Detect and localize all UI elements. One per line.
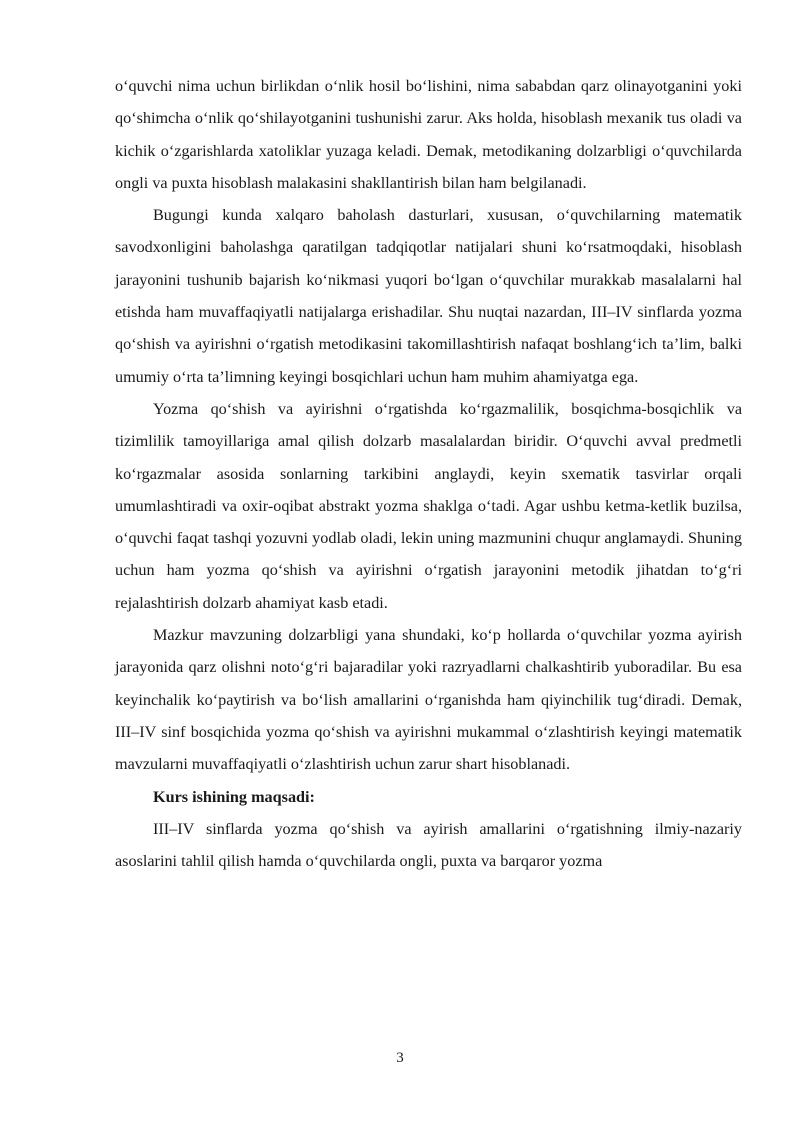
paragraph-international-assessment: Bugungi kunda xalqaro baholash dasturlari, xususan, o‘quvchilarning matematik savodxonligini baholashga qaratilgan tadqiqotlar natijalari shuni ko‘rsatmoqdaki, hisoblash jarayonini tushunib bajarish ko‘nikmasi yuqori bo‘lgan o‘quvchilar murakkab masalalarni hal etishda ham muvaffaqiyatli natijalarga erishadilar. Shu nuqtai nazardan, III–IV sinflarda yozma qo‘shish va ayirishni o‘rgatish metodikasini takomillashtirish nafaqat boshlang‘ich ta’lim, balki umumiy o‘rta ta’limning keyingi bosqichlari uchun ham muhim ahamiyatga ega. (115, 206, 742, 386)
paragraph-continuation: o‘quvchi nima uchun birlikdan o‘nlik hosil bo‘lishini, nima sababdan qarz olinayotganini yoki qo‘shimcha o‘nlik qo‘shilayotganini tushunishi zarur. Aks holda, hisoblash mexanik tus oladi va kichik o‘zgarishlarda xatoliklar yuzaga keladi. Demak, metodikaning dolzarbligi o‘quvchilarda ongli va puxta hisoblash malakasini shakllantirish bilan ham belgilanadi. (115, 77, 742, 192)
page-body (115, 70, 742, 877)
paragraph-topic-relevance: Mazkur mavzuning dolzarbligi yana shundaki, ko‘p hollarda o‘quvchilar yozma ayirish jarayonida qarz olishni noto‘g‘ri bajaradilar yoki razryadlarni chalkashtirib yuboradilar. Bu esa keyinchalik ko‘paytirish va bo‘lish amallarini o‘rganishda ham qiyinchilik tug‘diradi. Demak, III–IV sinf bosqichida yozma qo‘shish va ayirishni mukammal o‘zlashtirish keyingi matematik mavzularni muvaffaqiyatli o‘zlashtirish uchun zarur shart hisoblanadi. (115, 626, 742, 774)
page-number: 3 (396, 1050, 404, 1066)
paragraph-goal: III–IV sinflarda yozma qo‘shish va ayirish amallarini o‘rgatishning ilmiy-nazariy asoslarini tahlil qilish hamda o‘quvchilarda ongli, puxta va barqaror yozma (115, 819, 742, 871)
section-heading-goal: Kurs ishining maqsadi: (153, 787, 315, 806)
paragraph-teaching-principles: Yozma qo‘shish va ayirishni o‘rgatishda ko‘rgazmalilik, bosqichma-bosqichlik va tizimlilik tamoyillariga amal qilish dolzarb masalalardan biridir. O‘quvchi avval predmetli ko‘rgazmalar asosida sonlarning tarkibini anglaydi, keyin sxematik tasvirlar orqali umumlashtiradi va oxir-oqibat abstrakt yozma shaklga o‘tadi. Agar ushbu ketma-ketlik buzilsa, o‘quvchi faqat tashqi yozuvni yodlab oladi, lekin uning mazmunini chuqur anglamaydi. Shuning uchun ham yozma qo‘shish va ayirishni o‘rgatish jarayonini metodik jihatdan to‘g‘ri rejalashtirish dolzarb ahamiyat kasb etadi. (115, 399, 742, 612)
